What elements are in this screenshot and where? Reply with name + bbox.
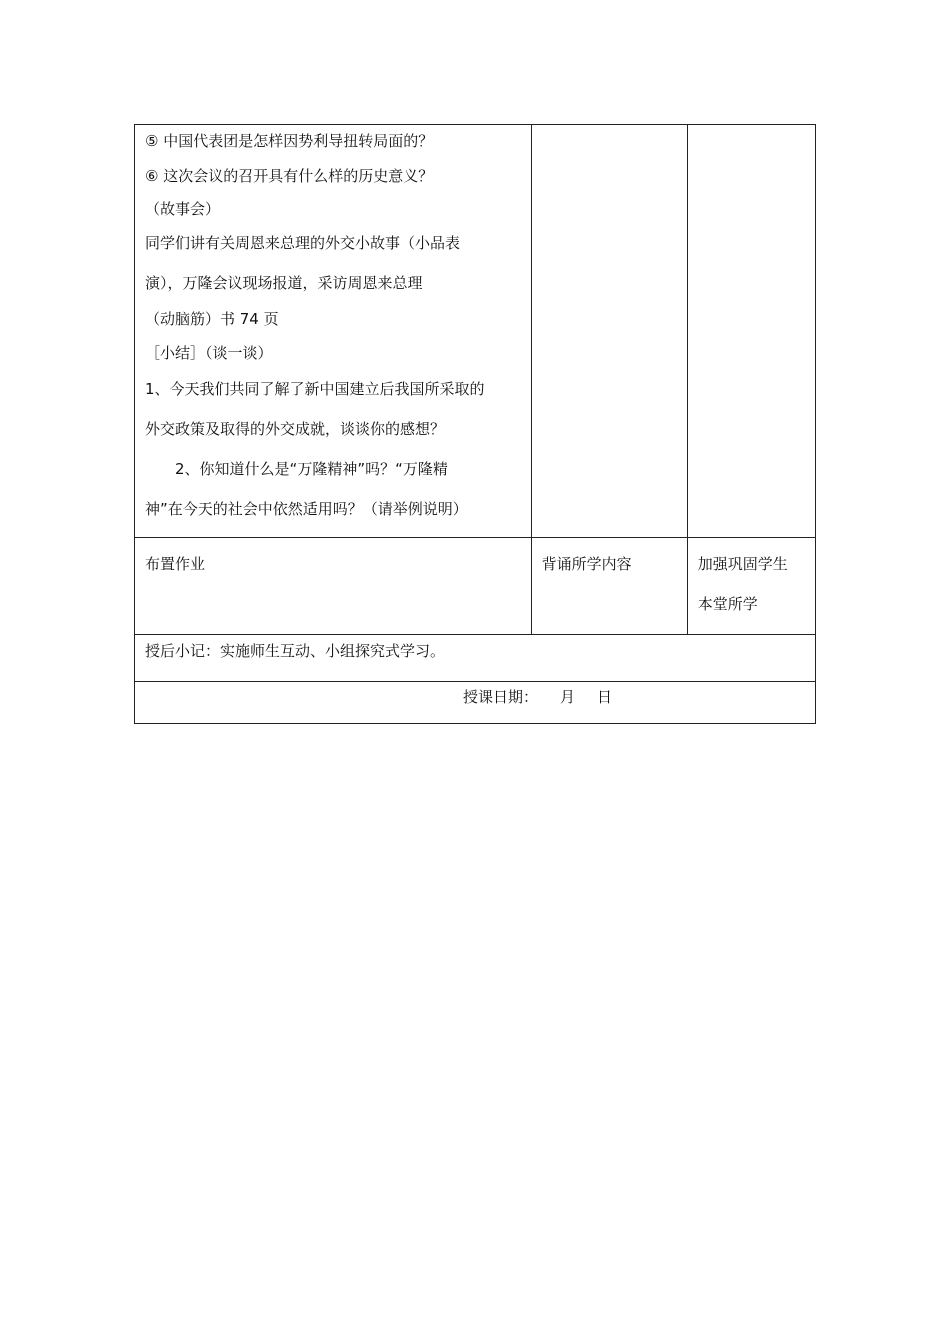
question-5: ⑤ 中国代表团是怎样因势利导扭转局面的？	[145, 132, 434, 150]
homework-purpose	[687, 538, 815, 635]
summary-item-2-line-1: 2、你知道什么是“万隆精神”吗？“万隆精	[175, 460, 448, 478]
summary-item-1-line-2: 外交政策及取得的外交成就，谈谈你的感想？	[145, 420, 446, 438]
homework-label: 布置作业	[135, 538, 532, 635]
homework-purpose-line-1: 加强巩固学生	[697, 555, 788, 573]
homework-row	[135, 538, 816, 635]
think-exercise: （动脑筋）书 74 页	[145, 310, 279, 328]
summary-item-2-line-2: 神”在今天的社会中依然适用吗？（请举例说明）	[145, 500, 468, 518]
story-session-heading: （故事会）	[145, 200, 221, 218]
story-session-line-1: 同学们讲有关周恩来总理的外交小故事（小品表	[145, 234, 461, 252]
activity-content-cell	[135, 125, 532, 538]
lesson-date	[135, 682, 816, 724]
homework-purpose-line-2: 本堂所学	[697, 595, 758, 613]
question-6: ⑥ 这次会议的召开具有什么样的历史意义？	[145, 167, 434, 185]
activity-mid-cell	[531, 125, 687, 538]
activity-row	[135, 125, 816, 538]
activity-right-cell	[687, 125, 815, 538]
notes-row	[135, 635, 816, 682]
summary-item-1-line-1: 1、今天我们共同了解了新中国建立后我国所采取的	[145, 380, 485, 398]
homework-content: 背诵所学内容	[531, 538, 687, 635]
date-month: 月	[560, 688, 576, 706]
date-row	[135, 682, 816, 724]
story-session-line-2: 演），万隆会议现场报道，采访周恩来总理	[145, 274, 423, 292]
date-label: 授课日期：	[463, 688, 539, 706]
lesson-plan-table	[134, 124, 816, 724]
post-lesson-notes: 授后小记：实施师生互动、小组探究式学习。	[135, 635, 816, 682]
summary-heading: ［小结］（谈一谈）	[145, 344, 273, 362]
date-day: 日	[597, 688, 613, 706]
